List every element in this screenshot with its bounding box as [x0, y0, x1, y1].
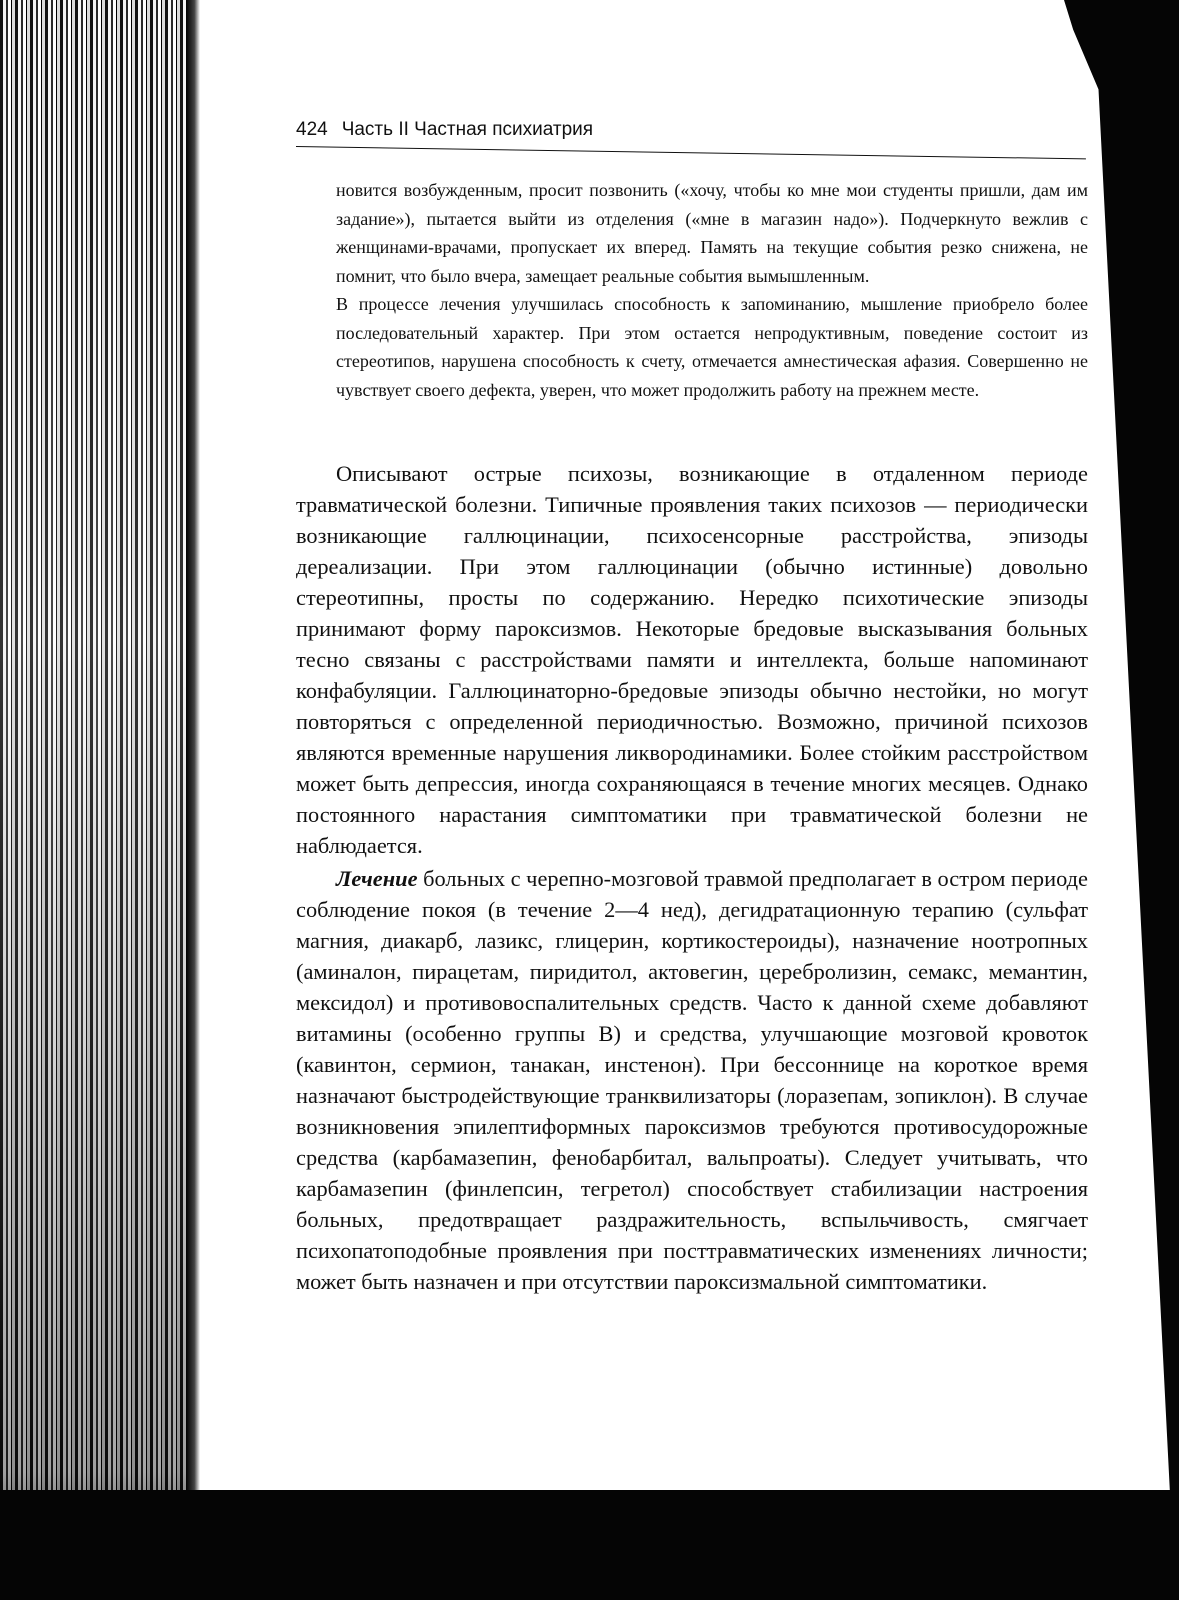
running-title: Часть II Частная психиатрия [341, 119, 594, 140]
treatment-term: Лечение [336, 866, 418, 891]
body-paragraph-treatment [296, 863, 1088, 1297]
body-paragraph: Описывают острые психозы, возникающие в отдаленном периоде травматической болезни. Типичные проявления таких психозов — периодически возникающие галлюцинации, психосенсорные расстройства, эпизоды дереализации. При этом галлюцинации (обычно истинные) довольно стереотипны, просты по содержанию. Нередко психотические эпизоды принимают форму пароксизмов. Некоторые бредовые высказывания больных тесно связаны с расстройствами памяти и интеллекта, больше напоминают конфабуляции. Галлюцинаторно-бредовые эпизоды обычно нестойки, но могут повторяться с определенной периодичностью. Возможно, причиной психозов являются временные нарушения ликвородинамики. Более стойким расстройством может быть депрессия, иногда сохраняющаяся в течение многих месяцев. Однако постоянного нарастания симптоматики при травматической болезни не наблюдается. [296, 461, 1088, 858]
running-header [296, 118, 1096, 142]
book-page-edges [0, 0, 200, 1600]
scan-border-bottom [0, 1490, 1179, 1600]
treatment-text: больных с черепно-мозговой травмой предполагает в остром периоде соблюдение покоя (в течение 2—4 нед), дегидратационную терапию (сульфат магния, диакарб, лазикс, глицерин, кортикостероиды), назначение ноотропных (аминалон, пирацетам, пиридитол, актовегин, церебролизин, семакс, мемантин, мексидол) и противовоспалительных средств. Часто к данной схеме добавляют витамины (особенно группы B) и средства, улучшающие мозговой кровоток (кавинтон, сермион, танакан, инстенон). При бессоннице на короткое время назначают быстродействующие транквилизаторы (лоразепам, зопиклон). В случае возникновения эпилептиформных пароксизмов требуются противосудорожные средства (карбамазепин, фенобарбитал, вальпроаты). Следует учитывать, что карбамазепин (финлепсин, тегретол) способствует стабилизации настроения больных, предотвращает раздражительность, вспыльчивость, смягчает психопатоподобные проявления при посттравматических изменениях личности; может быть назначен и при отсутствии пароксизмальной симптоматики. [296, 866, 1088, 1294]
main-text [296, 458, 1088, 1297]
case-paragraph: новится возбужденным, просит позвонить («хочу, чтобы ко мне мои студенты пришли, дам им задание»), пытается выйти из отделения («мне в магазин надо»). Подчеркнуто вежлив с женщинами-врачами, пропускает их вперед. Память на текущие события резко снижена, не помнит, что было вчера, замещает реальные события вымышленным. [336, 180, 1088, 286]
case-paragraph: В процессе лечения улучшилась способность к запоминанию, мышление приобрело более последовательный характер. При этом остается непродуктивным, поведение состоит из стереотипов, нарушена способность к счету, отмечается амнестическая афазия. Совершенно не чувствует своего дефекта, уверен, что может продолжить работу на прежнем месте. [336, 294, 1088, 400]
page-number: 424 [296, 119, 328, 140]
binding-shadow [186, 0, 200, 1600]
case-description [336, 176, 1088, 404]
